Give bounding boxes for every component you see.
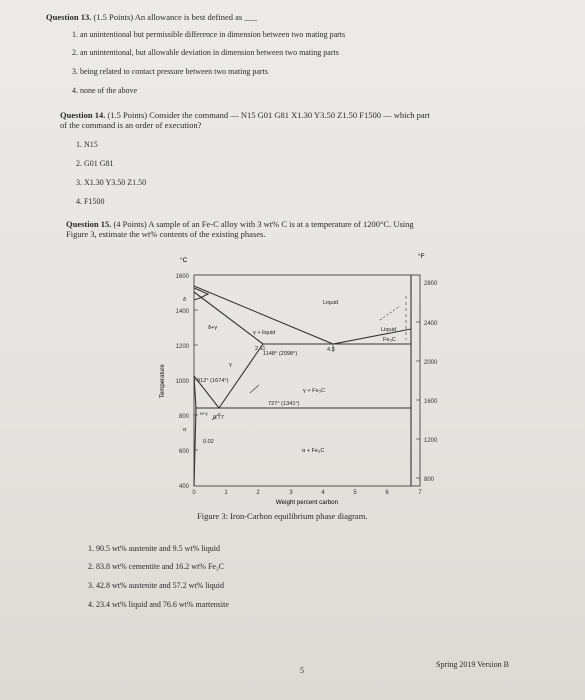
q15-option-4[interactable]: 4. 23.4 wt% liquid and 76.6 wt% martensite (88, 600, 229, 609)
q13-option-2[interactable]: 2. an unintentional, but allowable deviation in dimension between two mating parts (72, 48, 339, 57)
phase-labels (183, 297, 396, 454)
question-15-heading (66, 219, 414, 229)
tick-2400: 2400 (424, 321, 438, 327)
xtick-1: 1 (224, 490, 228, 496)
q14-option-2[interactable]: 2. G01 G81 (76, 159, 114, 168)
tick-400: 400 (178, 484, 189, 490)
question-15-text: A sample of an Fe-C alloy with 3 wt% C is at a temperature of 1200°C. Using (148, 219, 414, 229)
a3-acm-line (194, 344, 266, 408)
version-label: Spring 2019 Version B (436, 660, 509, 669)
question-15-text-2: Figure 3, estimate the wt% contents of the existing phases. (66, 229, 266, 239)
x-axis (192, 490, 422, 496)
question-14-text: Consider the command — N15 G01 G81 X1.30 Y3.50 Z1.50 F1500 — which part (149, 110, 430, 120)
label-alpha-fe3c: α + Fe₃C (302, 448, 325, 454)
label-eutectoid-temp: 727° (1341°) (268, 401, 300, 407)
question-13-heading (46, 12, 257, 22)
left-axis (176, 274, 190, 490)
q15-option-1[interactable]: 1. 90.5 wt% austenite and 9.5 wt% liquid (88, 544, 220, 553)
question-13-label: Question 13. (46, 12, 92, 22)
label-gamma: γ (229, 362, 232, 368)
q13-option-4[interactable]: 4. none of the above (72, 86, 138, 95)
q15-option-3[interactable]: 3. 42.8 wt% austenite and 57.2 wt% liquid (88, 581, 224, 590)
label-alpha: α (183, 427, 187, 433)
label-gamma-liquid: γ + liquid (253, 330, 276, 336)
question-14-points: (1.5 Points) (107, 110, 148, 120)
xtick-3: 3 (289, 490, 293, 496)
label-liquid-right: Liquid (381, 327, 396, 333)
q13-option-3[interactable]: 3. being related to contact pressure between two mating parts (72, 67, 268, 76)
question-14-heading (60, 110, 430, 120)
label-0-77: 0.77 (213, 415, 224, 421)
tick-2800: 2800 (424, 281, 438, 287)
tick-1600: 1600 (175, 274, 189, 280)
q14-option-1[interactable]: 1. N15 (76, 140, 98, 149)
xtick-6: 6 (385, 490, 389, 496)
xtick-7: 7 (418, 490, 422, 496)
label-liquid: Liquid (323, 300, 338, 306)
label-alpha-gamma: α+γ (200, 411, 208, 416)
question-13-points: (1.5 Points) (93, 12, 134, 22)
unit-fahrenheit: °F (418, 253, 425, 260)
label-delta-gamma: δ+γ (208, 325, 218, 331)
question-14-label: Question 14. (60, 110, 106, 120)
tick-1200-f: 1200 (424, 438, 438, 444)
y-axis-label: Temperature (160, 364, 166, 398)
question-14-text-2: of the command is an order of execution? (60, 120, 202, 130)
xtick-0: 0 (192, 490, 196, 496)
label-eutectic-temp: 1148° (2098°) (263, 351, 298, 357)
question-13-text: An allowance is best defined as ___ (134, 12, 258, 22)
tick-1600-f: 1600 (424, 399, 438, 405)
tick-2000: 2000 (424, 360, 438, 366)
label-0-02: 0.02 (203, 439, 214, 445)
label-fe3c-upper: Fe₃C (383, 337, 396, 343)
right-axis (424, 281, 438, 483)
unit-celsius: °C (180, 257, 188, 264)
figure-caption: Figure 3: Iron-Carbon equilibrium phase diagram. (197, 511, 368, 521)
tick-1200: 1200 (175, 344, 189, 350)
tick-1000: 1000 (175, 379, 189, 385)
tick-600: 600 (178, 449, 189, 455)
q14-option-4[interactable]: 4. F1500 (76, 197, 105, 206)
x-axis-label: Weight percent carbon (275, 499, 339, 506)
label-912: 912° (1674°) (197, 378, 229, 384)
xtick-2: 2 (256, 490, 260, 496)
page-number: 5 (300, 666, 304, 675)
tick-800: 800 (178, 414, 189, 420)
liquidus-line (194, 286, 411, 344)
label-gamma-fe3c: γ + Fe₃C (303, 388, 326, 394)
xtick-4: 4 (321, 490, 325, 496)
q13-option-1[interactable]: 1. an unintentional but permissible difference in dimension between two mating parts (72, 30, 346, 39)
iron-carbon-phase-diagram (150, 248, 450, 508)
q14-option-3[interactable]: 3. X1.30 Y3.50 Z1.50 (76, 178, 147, 187)
tick-1400: 1400 (175, 309, 189, 315)
question-15-points: (4 Points) (113, 219, 147, 229)
label-2-11: 2.11 (255, 346, 266, 352)
q15-option-2[interactable]: 2. 83.8 wt% cementite and 16.2 wt% Fe₃C (88, 562, 225, 571)
label-4-3: 4.3 (327, 347, 335, 353)
tick-800-f: 800 (424, 477, 435, 483)
xtick-5: 5 (353, 490, 357, 496)
label-delta: δ (183, 297, 187, 303)
question-15-label: Question 15. (66, 219, 112, 229)
